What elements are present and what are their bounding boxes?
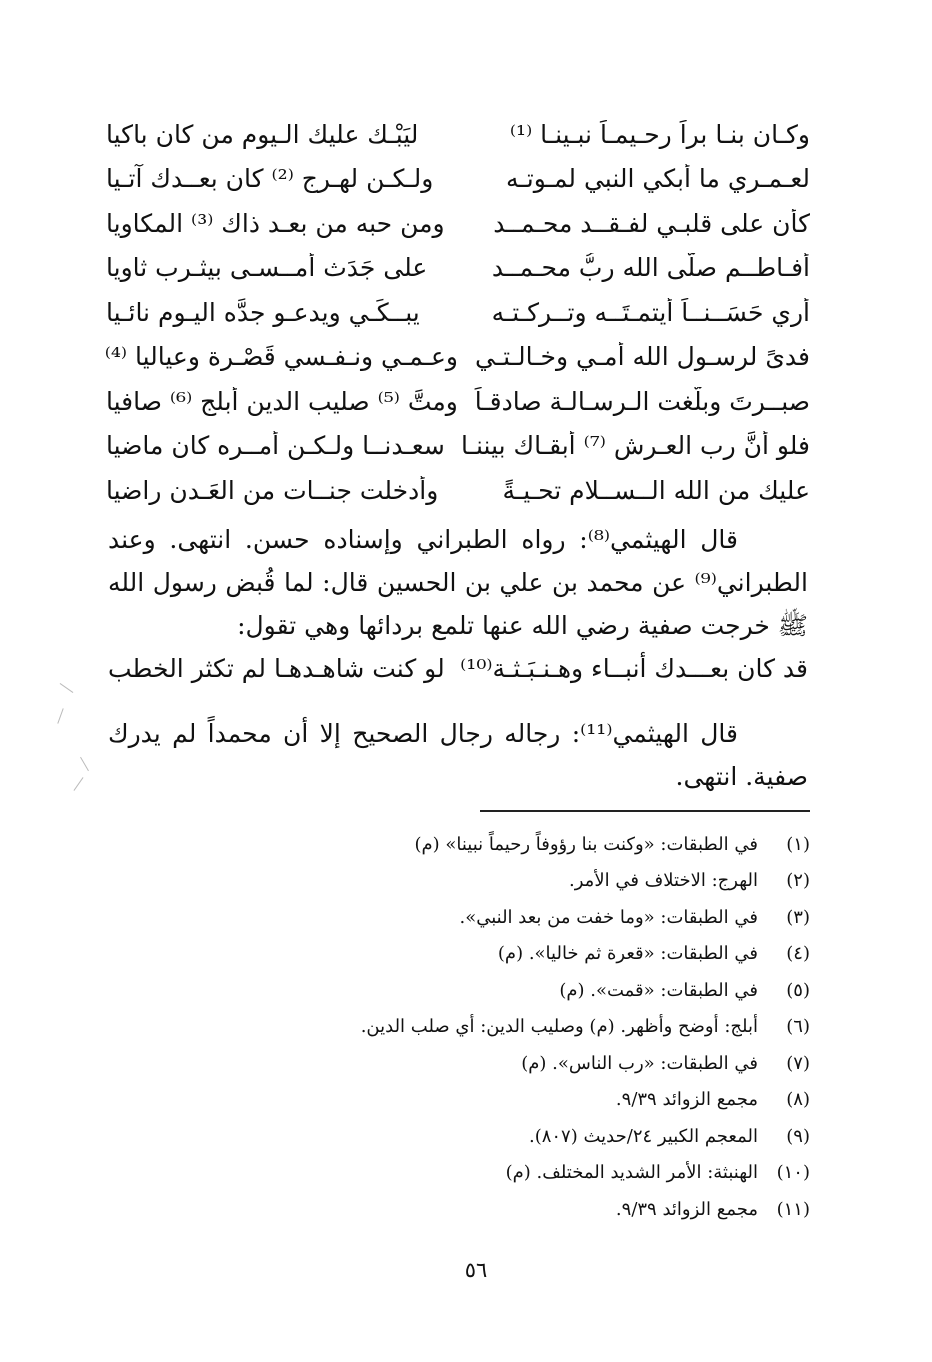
first-hemistich: كأن على قلبـي لفـقــد محـمــد — [493, 208, 810, 238]
footnote — [150, 826, 810, 863]
second-hemistich: ومن حبه من بعـد ذاك ⁽³⁾ المكاويا — [106, 208, 445, 238]
second-hemistich: يبــكِّـي ويدعـو جدَّه اليـوم نائـيا — [106, 297, 420, 327]
footnote-number: (٥) — [786, 979, 810, 1001]
footnote — [150, 1155, 810, 1192]
verse — [100, 157, 810, 202]
verse — [100, 335, 810, 380]
footnote-number: (٨) — [786, 1089, 810, 1111]
footnote-number: (٩) — [786, 1125, 810, 1147]
footnote — [150, 899, 810, 936]
footnote-text: في الطبقات: «وما خفت من بعد النبي». — [459, 906, 758, 928]
second-hemistich: وأدخلت جنــات من العَـدن راضيا — [106, 475, 439, 505]
first-hemistich: فلو أنَّ رب العـرش ⁽⁷⁾ أبقـاك بيننـا — [461, 431, 810, 461]
footnote-number: (٧) — [786, 1052, 810, 1074]
footnote-number: (٦) — [786, 1016, 810, 1038]
safiyya-verse — [108, 654, 808, 683]
scan-mark — [80, 757, 89, 771]
paragraph-text: قال الهيثمي⁽¹¹⁾: رجاله رجال الصحيح إلا أن محمداً لم يدرك صفية. انتهى. — [108, 719, 808, 791]
first-hemistich: صبــرتَ وبلَّغت الـرسـالـة صادقـاً — [474, 386, 810, 416]
footnote-number: (١١) — [776, 1198, 810, 1220]
paragraph-haythami-2 — [108, 712, 808, 798]
first-hemistich: قد كان بعـــدك أنبــاء وهـنـبَـثـة⁽¹⁰⁾ — [460, 654, 808, 683]
footnote — [150, 1009, 810, 1046]
footnote — [150, 972, 810, 1009]
footnotes — [150, 826, 810, 1228]
footnote-number: (٣) — [786, 906, 810, 928]
footnote-text: في الطبقات: «قمت». (م) — [559, 979, 758, 1001]
footnote — [150, 936, 810, 973]
footnote-number: (١) — [786, 833, 810, 855]
footnote-separator — [480, 810, 810, 812]
footnote-number: (١٠) — [776, 1162, 810, 1184]
paragraph-text: قال الهيثمي⁽⁸⁾: رواه الطبراني وإسناده حسن. انتهى. وعند الطبراني⁽⁹⁾ عن محمد بن علي بن الحسين قال: لما قُبض رسول الله ﷺ خرجت صفية رضي الله عنها تلمع بردائها وهي تقول: — [108, 525, 808, 640]
second-hemistich: سعـدنــا ولـكـن أمــره كان ماضيا — [106, 431, 445, 461]
footnote-text: في الطبقات: «قعرة ثم خاليا». (م) — [497, 943, 758, 965]
footnote-text: في الطبقات: «رب الناس». (م) — [521, 1052, 758, 1074]
scan-mark — [57, 708, 63, 723]
first-hemistich: أفـاطــم صلَّى الله ربُّ محـمــد — [491, 253, 810, 283]
verse — [100, 424, 810, 469]
first-hemistich: أري حَسَــنــاً أيتمـتَــه وتــركـتـه — [491, 297, 810, 327]
page-number: ٥٦ — [464, 1258, 488, 1282]
footnote-text: الهرج: الاختلاف في الأمر. — [569, 870, 758, 892]
footnote — [150, 1045, 810, 1082]
footnote — [150, 1082, 810, 1119]
scan-mark — [74, 777, 84, 791]
footnote — [150, 863, 810, 900]
verse — [100, 112, 810, 157]
scan-mark — [60, 683, 74, 693]
footnote-text: الهنبثة: الأمر الشديد المختلف. (م) — [505, 1162, 758, 1184]
paragraph-haythami-1 — [108, 518, 808, 647]
second-hemistich: على جَدَث أمــسـى بيثـرب ثاويا — [106, 253, 428, 283]
first-hemistich: فدىً لرسـول الله أمـي وخـالـتـي — [474, 342, 810, 372]
footnote-text: المعجم الكبير ٢٤/حديث (٨٠٧). — [528, 1125, 758, 1147]
verse — [100, 201, 810, 246]
footnote — [150, 1191, 810, 1228]
first-hemistich: لعـمـري ما أبكي النبي لمـوتـه — [506, 164, 810, 194]
verse — [100, 246, 810, 291]
footnote-text: مجمع الزوائد ٩/٣٩. — [615, 1089, 758, 1111]
first-hemistich: وكـان بنـا براً رحـيمـاً نبـينـا ⁽¹⁾ — [509, 119, 810, 149]
footnote-number: (٤) — [786, 943, 810, 965]
footnote-text: في الطبقات: «وكنت بنا رؤوفاً رحيماً نبينا» (م) — [414, 833, 758, 855]
poem — [100, 112, 810, 513]
first-hemistich: عليك من الله الــســلام تحـيـةً — [502, 475, 810, 505]
footnote-text: مجمع الزوائد ٩/٣٩. — [615, 1198, 758, 1220]
second-hemistich: وعـمـي ونـفـسي قَصْـرة وعياليا ⁽⁴⁾ — [104, 342, 458, 372]
second-hemistich: لو كنت شاهـدهـا لم تكثر الخطب — [108, 654, 445, 683]
verse — [100, 290, 810, 335]
second-hemistich: ليَبْـك عليك الـيوم من كان باكيا — [106, 119, 419, 149]
footnote — [150, 1118, 810, 1155]
verse — [100, 468, 810, 513]
footnote-number: (٢) — [786, 870, 810, 892]
second-hemistich: ولـكـن لهـرج ⁽²⁾ كان بعــدك آتـيا — [106, 164, 434, 194]
verse — [100, 379, 810, 424]
second-hemistich: ومتَّ ⁽⁵⁾ صليب الدين أبلج ⁽⁶⁾ صافيا — [106, 386, 458, 416]
footnote-text: أبلج: أوضح وأظهر. (م) وصليب الدين: أي صلب الدين. — [360, 1016, 758, 1038]
